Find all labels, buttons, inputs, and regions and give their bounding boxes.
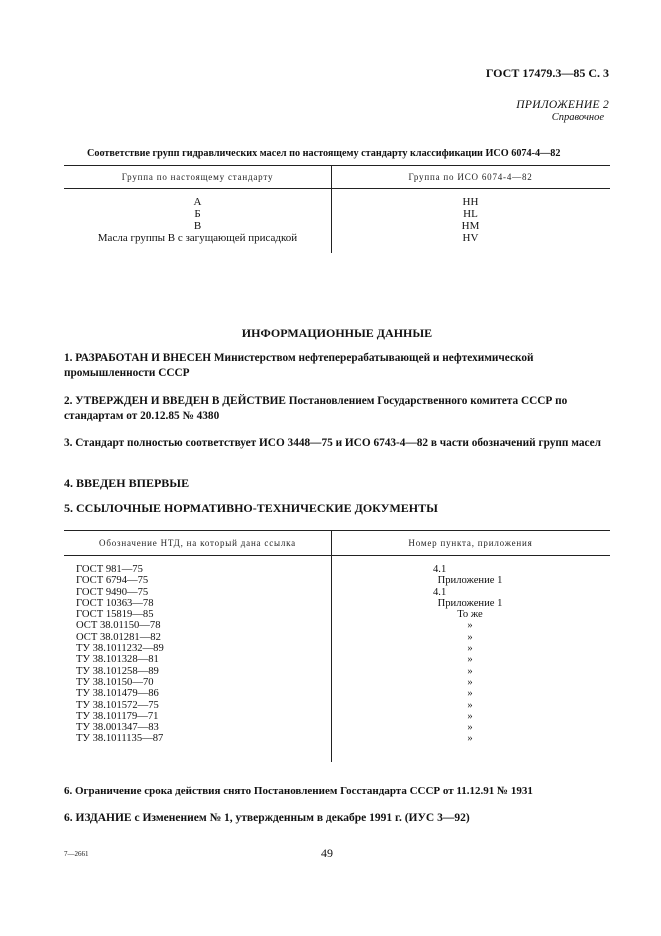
info-item-6a: 6. Ограничение срока действия снято Постановлением Госстандарта СССР от 11.12.91 № 1931 [64, 785, 533, 797]
table2-doc: ТУ 38.101479—86 [76, 688, 159, 700]
table2-ref: Приложение 1 [437, 575, 503, 587]
table2-ref: » [467, 665, 473, 677]
info-item-4: 4. ВВЕДЕН ВПЕРВЫЕ [64, 476, 190, 490]
table1-row-standard: В [193, 220, 202, 232]
table2-ref: » [467, 699, 473, 711]
table2-doc: ТУ 38.101258—89 [76, 665, 159, 677]
document-code: ГОСТ 17479.3—85 С. 3 [485, 66, 609, 80]
table2-col1-header: Обозначение НТД, на который дана ссылка [99, 538, 296, 548]
table2-doc: ГОСТ 981—75 [76, 564, 143, 575]
table2-header-rule [64, 555, 610, 556]
table2-ref: » [467, 733, 473, 745]
table2-top-rule [64, 530, 610, 531]
table2-ref: » [467, 710, 473, 722]
table2-ref: Приложение 1 [437, 597, 503, 609]
table1-header-rule [64, 188, 610, 189]
info-title: ИНФОРМАЦИОННЫЕ ДАННЫЕ [241, 326, 433, 340]
table2-ref: То же [457, 609, 483, 621]
table2-doc: ТУ 38.1011135—87 [76, 733, 164, 745]
table2-doc: ТУ 38.101179—71 [76, 710, 159, 722]
table2-doc: ТУ 38.1011232—89 [76, 643, 164, 655]
table2-doc: ТУ 38.10150—70 [76, 676, 154, 688]
table1-row-iso: НМ [461, 220, 480, 232]
table2-ref: » [467, 688, 473, 700]
info-item-2: 2. УТВЕРЖДЕН И ВВЕДЕН В ДЕЙСТВИЕ Постановлением Государственного комитета СССР по стандартам от 20.12.85 № 4380 [64, 395, 568, 422]
appendix-title: ПРИЛОЖЕНИЕ 2 [516, 99, 609, 111]
table1-col2-header: Группа по ИСО 6074-4—82 [408, 172, 533, 182]
table1-row-standard: Масла группы В с загущающей присадкой [97, 232, 298, 244]
table1-top-rule [64, 165, 610, 166]
info-item-1: 1. РАЗРАБОТАН И ВНЕСЕН Министерством нефтеперерабатывающей и нефтехимической промышленности СССР [64, 352, 534, 379]
print-code: 7—2661 [64, 850, 89, 858]
table1-col1-header: Группа по настоящему стандарту [121, 172, 274, 182]
table2-doc: ГОСТ 10363—78 [76, 597, 154, 609]
table1-row-iso: HV [462, 232, 479, 244]
table2-ref: » [467, 620, 473, 632]
table2-ref: » [467, 676, 473, 688]
info-item-6b: 6. ИЗДАНИЕ с Изменением № 1, утвержденным в декабре 1991 г. (ИУС 3—92) [64, 812, 470, 824]
info-item-3: 3. Стандарт полностью соответствует ИСО 3448—75 и ИСО 6743-4—82 в части обозначений групп масел [64, 437, 602, 449]
table1-caption: Соответствие групп гидравлических масел по настоящему стандарту классификации ИСО 6074-4—82 [87, 148, 561, 159]
table2-col2-header: Номер пункта, приложения [408, 538, 533, 548]
table1-row-iso: НН [462, 196, 479, 208]
table2-doc: ТУ 38.001347—83 [76, 722, 159, 734]
page-number: 49 [321, 846, 333, 860]
table2-doc: ГОСТ 15819—85 [76, 609, 154, 621]
table2-doc: ГОСТ 9490—75 [76, 586, 149, 598]
table2-doc: ГОСТ 6794—75 [76, 575, 149, 587]
table1-row-iso: HL [463, 208, 478, 220]
table2-doc-list [76, 564, 164, 745]
table2-doc: ТУ 38.101572—75 [76, 699, 159, 711]
table2-ref: » [467, 654, 473, 666]
table2-ref: » [467, 631, 473, 643]
table1-row-standard: А [193, 196, 202, 208]
table2-ref: » [467, 722, 473, 734]
table1-row-standard: Б [194, 208, 201, 220]
table2-column-divider [331, 530, 332, 762]
table2-ref: » [467, 643, 473, 655]
info-item-5: 5. ССЫЛОЧНЫЕ НОРМАТИВНО-ТЕХНИЧЕСКИЕ ДОКУМЕНТЫ [64, 501, 438, 515]
table2-ref-list [433, 564, 507, 745]
table2-ref: 4.1 [433, 586, 447, 598]
table2-doc: ОСТ 38.01150—78 [76, 620, 161, 632]
table2-doc: ОСТ 38.01281—82 [76, 631, 161, 643]
table2-ref: 4.1 [433, 564, 447, 575]
table2-doc: ТУ 38.101328—81 [76, 654, 159, 666]
appendix-note: Справочное [551, 112, 604, 123]
